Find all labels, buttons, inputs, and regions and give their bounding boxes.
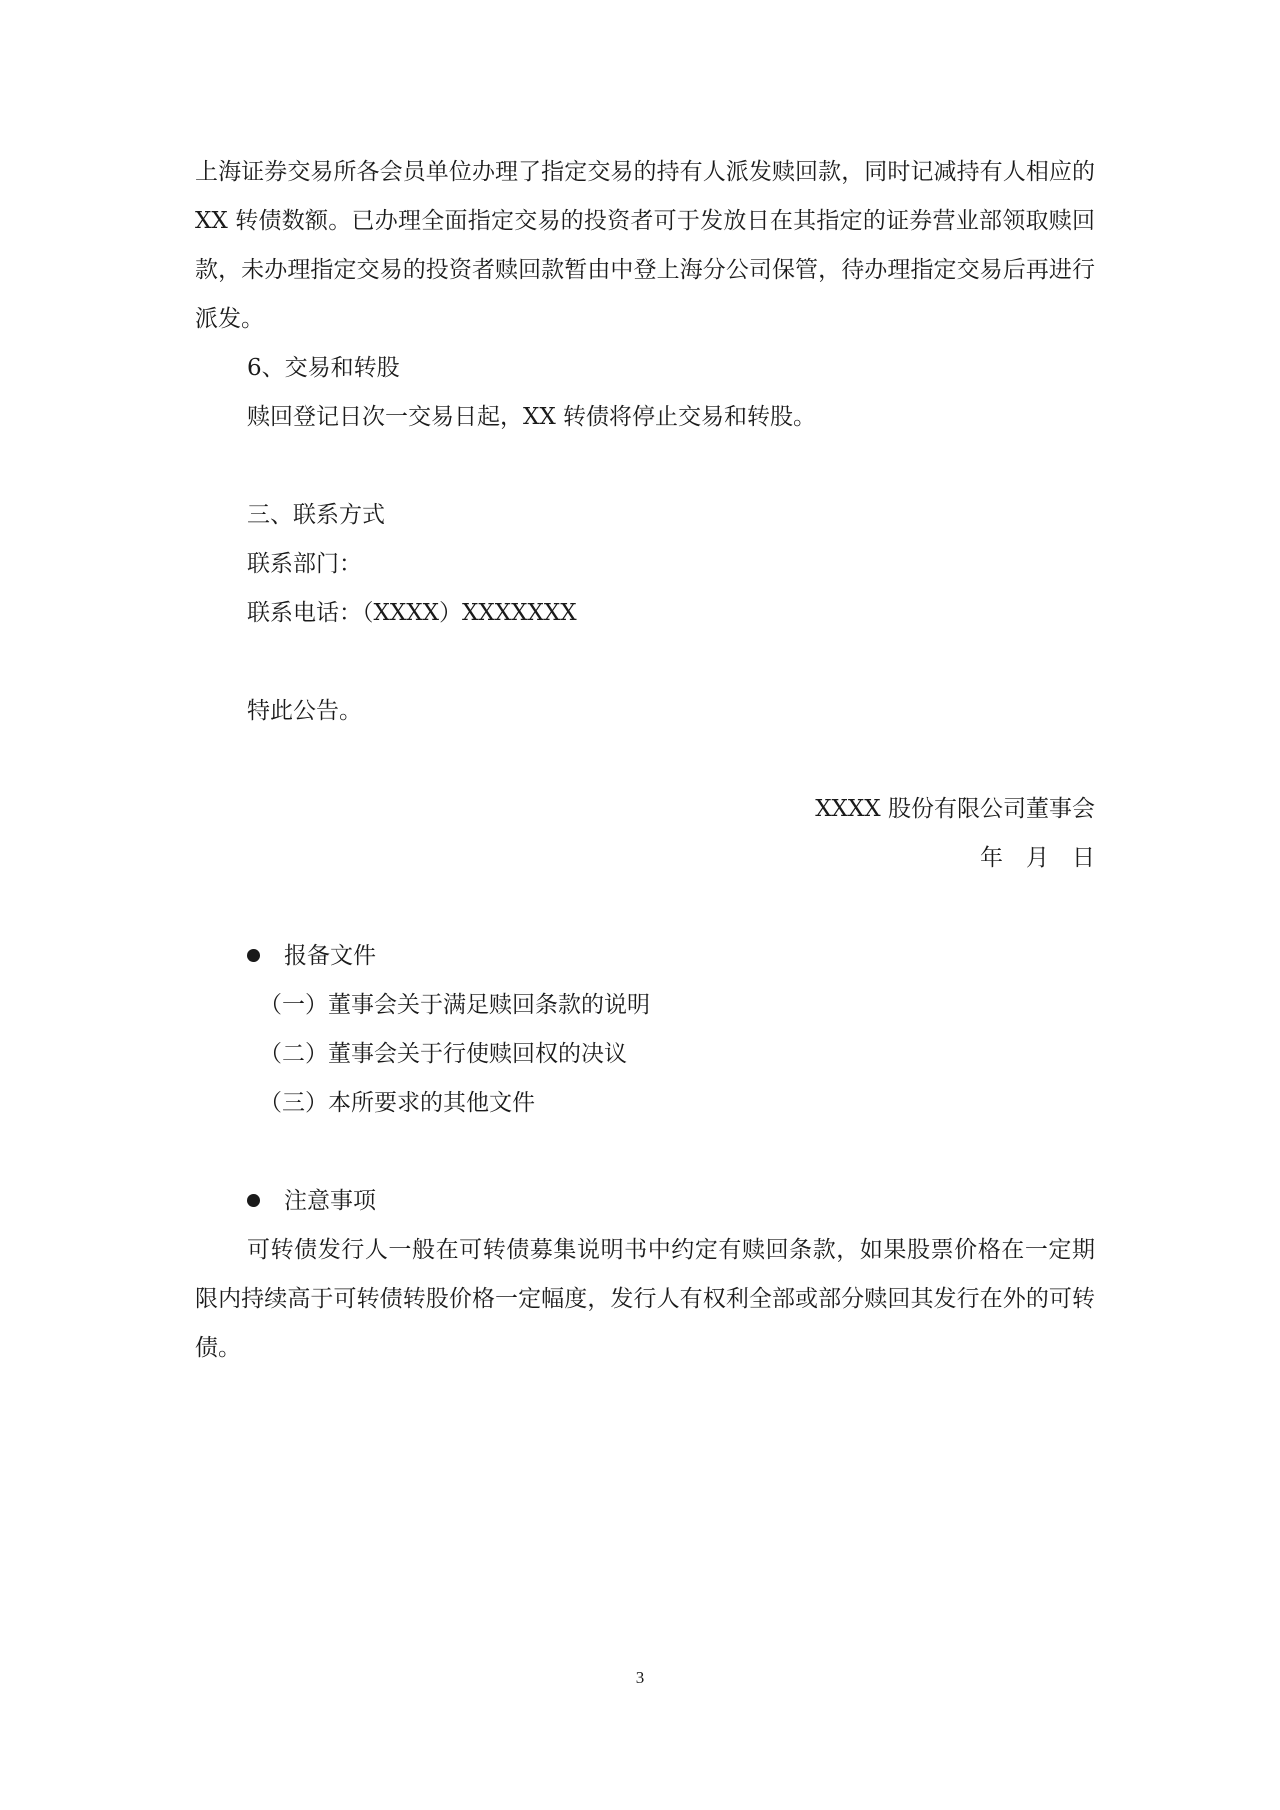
continuation-paragraph: 上海证券交易所各会员单位办理了指定交易的持有人派发赎回款，同时记减持有人相应的 XX 转债数额。已办理全面指定交易的投资者可于发放日在其指定的证券营业部领取赎回款，未办理指定交易的投资者赎回款暂由中登上海分公司保管，待办理指定交易后再进行派发。 — [195, 159, 1095, 332]
spacer — [195, 638, 1095, 687]
section6-heading: 6、交易和转股 — [247, 355, 400, 381]
section3-heading: 三、联系方式 — [247, 502, 385, 528]
spacer — [195, 1128, 1095, 1177]
signature-company: XXXX 股份有限公司董事会 — [815, 796, 1095, 822]
spacer — [195, 736, 1095, 785]
filing-document-item: （三）本所要求的其他文件 — [259, 1090, 535, 1116]
section6-body: 赎回登记日次一交易日起，XX 转债将停止交易和转股。 — [247, 404, 817, 430]
notes-heading-row — [195, 1177, 1095, 1226]
spacer — [195, 883, 1095, 932]
notes-body: 可转债发行人一般在可转债募集说明书中约定有赎回条款，如果股票价格在一定期限内持续高于可转债转股价格一定幅度，发行人有权利全部或部分赎回其发行在外的可转债。 — [195, 1237, 1095, 1361]
filing-document-item: （一）董事会关于满足赎回条款的说明 — [259, 992, 650, 1018]
spacer — [195, 442, 1095, 491]
signature-date: 年 月 日 — [980, 845, 1095, 871]
bullet-icon — [247, 1194, 260, 1207]
filing-documents-heading-row — [195, 932, 1095, 981]
filing-document-item: （二）董事会关于行使赎回权的决议 — [259, 1041, 627, 1067]
notes-heading: 注意事项 — [284, 1188, 376, 1214]
contact-department: 联系部门： — [247, 551, 362, 577]
document-page — [195, 148, 1095, 1373]
page-number: 3 — [635, 1668, 645, 1687]
contact-phone: 联系电话：（XXXX）XXXXXXX — [247, 600, 577, 626]
bullet-icon — [247, 949, 260, 962]
filing-documents-heading: 报备文件 — [284, 943, 376, 969]
notice-closing: 特此公告。 — [247, 698, 362, 724]
